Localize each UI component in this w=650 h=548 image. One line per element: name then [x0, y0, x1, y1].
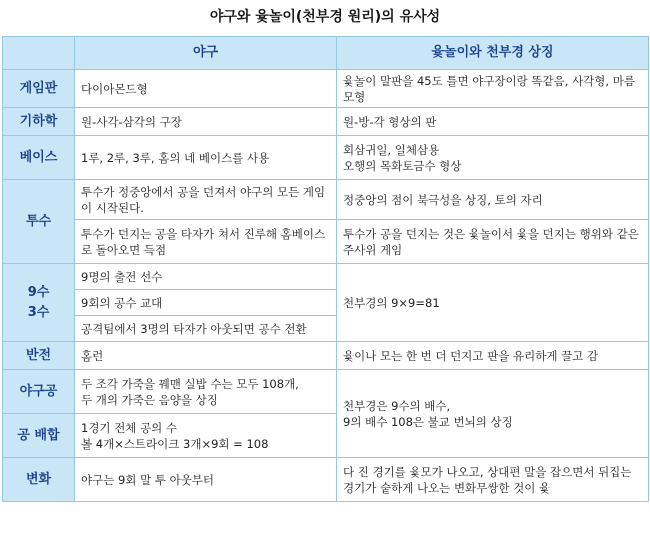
- yut-line: 회삼귀일, 일체삼용: [343, 142, 440, 157]
- yut-line: 천부경은 9수의 배수,: [343, 398, 451, 413]
- baseball-cell: 9명의 출전 선수: [75, 264, 337, 290]
- row-label: 반전: [3, 342, 75, 370]
- baseball-cell: 1루, 2루, 3루, 홈의 네 베이스를 사용: [75, 136, 337, 180]
- baseball-cell: [75, 370, 337, 414]
- baseball-line: 볼 4개×스트라이크 3개×9회 = 108: [81, 436, 269, 451]
- yut-line: 오행의 목화토금수 형상: [343, 158, 462, 173]
- baseball-cell: [75, 414, 337, 458]
- table-row: [3, 458, 649, 502]
- yut-cell: 다 진 경기를 윷모가 나오고, 상대편 말을 잡으면서 뒤집는 경기가 숱하게 나오는 변화무쌍한 것이 윷: [337, 458, 649, 502]
- table-row: [3, 264, 649, 290]
- row-label: 야구공: [3, 370, 75, 414]
- yut-cell: [337, 370, 649, 458]
- row-label-line: 3수: [27, 304, 50, 320]
- baseball-cell: 다이아몬드형: [75, 70, 337, 108]
- yut-cell: 정중앙의 점이 북극성을 상징, 토의 자리: [337, 180, 649, 220]
- header-row: [3, 37, 649, 70]
- yut-cell: 윷이나 모는 한 번 더 던지고 판을 유리하게 끌고 감: [337, 342, 649, 370]
- header-yut: 윷놀이와 천부경 상징: [337, 37, 649, 70]
- yut-cell: 윷놀이 말판을 45도 틀면 야구장이랑 똑같음, 사각형, 마름모형: [337, 70, 649, 108]
- table-row: [3, 342, 649, 370]
- table-row: [3, 180, 649, 220]
- baseball-cell: 투수가 정중앙에서 공을 던져서 야구의 모든 게임이 시작된다.: [75, 180, 337, 220]
- baseball-cell: 원-사각-삼각의 구장: [75, 108, 337, 136]
- table-row: [3, 370, 649, 414]
- yut-cell: [337, 136, 649, 180]
- header-corner: [3, 37, 75, 70]
- baseball-cell: 홈런: [75, 342, 337, 370]
- row-label: 변화: [3, 458, 75, 502]
- page-title: 야구와 윷놀이(천부경 원리)의 유사성: [209, 9, 441, 25]
- baseball-cell: 투수가 던지는 공을 타자가 쳐서 진루해 홈베이스로 돌아오면 득점: [75, 220, 337, 264]
- baseball-cell: 공격팀에서 3명의 타자가 아웃되면 공수 전환: [75, 316, 337, 342]
- baseball-cell: 야구는 9회 말 투 아웃부터: [75, 458, 337, 502]
- yut-cell: 투수가 공을 던지는 것은 윷놀이서 윷을 던지는 행위와 같은 주사위 게임: [337, 220, 649, 264]
- row-label: 게임판: [3, 70, 75, 108]
- yut-cell: 원-방-각 형상의 판: [337, 108, 649, 136]
- row-label: 기하학: [3, 108, 75, 136]
- row-label: [3, 264, 75, 342]
- table-row: [3, 220, 649, 264]
- table-row: [3, 70, 649, 108]
- row-label: 베이스: [3, 136, 75, 180]
- table-row: [3, 136, 649, 180]
- baseball-line: 1경기 전체 공의 수: [81, 420, 178, 435]
- row-label: 공 배합: [3, 414, 75, 458]
- table-row: [3, 108, 649, 136]
- baseball-line: 두 조각 가죽을 꿰맨 실밥 수는 모두 108개,: [81, 376, 299, 391]
- header-baseball: 야구: [75, 37, 337, 70]
- row-label: 투수: [3, 180, 75, 264]
- yut-cell: 천부경의 9×9=81: [337, 264, 649, 342]
- baseball-cell: 9회의 공수 교대: [75, 290, 337, 316]
- baseball-line: 두 개의 가죽은 음양을 상징: [81, 392, 218, 407]
- row-label-line: 9수: [27, 284, 50, 300]
- comparison-table: [2, 36, 649, 502]
- yut-line: 9의 배수 108은 불교 번뇌의 상징: [343, 414, 513, 429]
